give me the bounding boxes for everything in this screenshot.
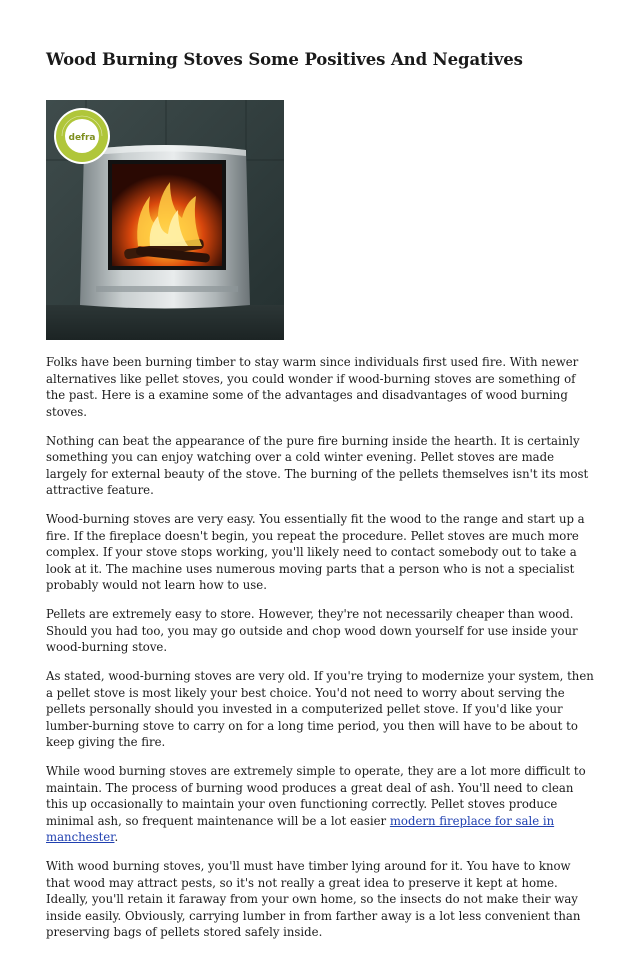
fireplace-link[interactable]: modern fireplace for sale in manchester — [46, 813, 555, 844]
paragraph: Folks have been burning timber to stay warm since individuals first used fire. With newer alternatives like pellet stoves, you could wonder if wood-burning stoves are something of the past. Here is a examine some of the advantages and disadvantages of wood burning stoves. — [46, 355, 579, 419]
svg-text:defra: defra — [68, 133, 96, 143]
page-title: Wood Burning Stoves Some Positives And Negatives — [46, 50, 523, 69]
paragraph: As stated, wood-burning stoves are very old. If you're trying to modernize your system, then a pellet stove is most likely your best choice. You'd not need to worry about serving the pellets personally should you invested in a computerized pellet stove. If you'd like your lumber-burning stove to carry on for a long time period, you then will have to be about to keep giving the fire. — [46, 669, 594, 749]
paragraph: With wood burning stoves, you'll must have timber lying around for it. You have to know that wood may attract pests, so it's not really a great idea to preserve it kept at home. Ideally, you'll retain it faraway from your own home, so the insects do not make their way inside easily. Obviously, carrying lumber in from farther away is a lot less convenient than preserving bags of pellets stored safely inside. — [46, 859, 581, 939]
defra-badge — [54, 108, 110, 164]
article-body — [46, 354, 594, 953]
paragraph-with-link — [46, 763, 594, 846]
paragraph: Pellets are extremely easy to store. However, they're not necessarily cheaper than wood. Should you had too, you may go outside and chop wood down yourself for use inside your wood-burning stove. — [46, 607, 578, 654]
paragraph-text: . — [114, 830, 119, 844]
stove-photo — [46, 100, 284, 340]
paragraph: Nothing can beat the appearance of the pure fire burning inside the hearth. It is certainly something you can enjoy watching over a cold winter evening. Pellet stoves are made largely for external beauty of the stove. The burning of the pellets themselves isn't its most attractive feature. — [46, 433, 589, 497]
paragraph: Wood-burning stoves are very easy. You essentially fit the wood to the range and start up a fire. If the fireplace doesn't begin, you repeat the procedure. Pellet stoves are much more complex. If your stove stops working, you'll likely need to contact somebody out to take a look at it. The machine uses numerous moving parts that a person who is not a specialist probably would not learn how to use. — [46, 512, 585, 592]
paragraph-text: While wood burning stoves are extremely simple to operate, they are a lot more difficult to maintain. The process of burning wood produces a great deal of ash. You'll need to clean this up occasionally to maintain your oven functioning correctly. Pellet stoves produce minimal ash, so frequent maintenance will be a lot easier — [46, 764, 586, 828]
